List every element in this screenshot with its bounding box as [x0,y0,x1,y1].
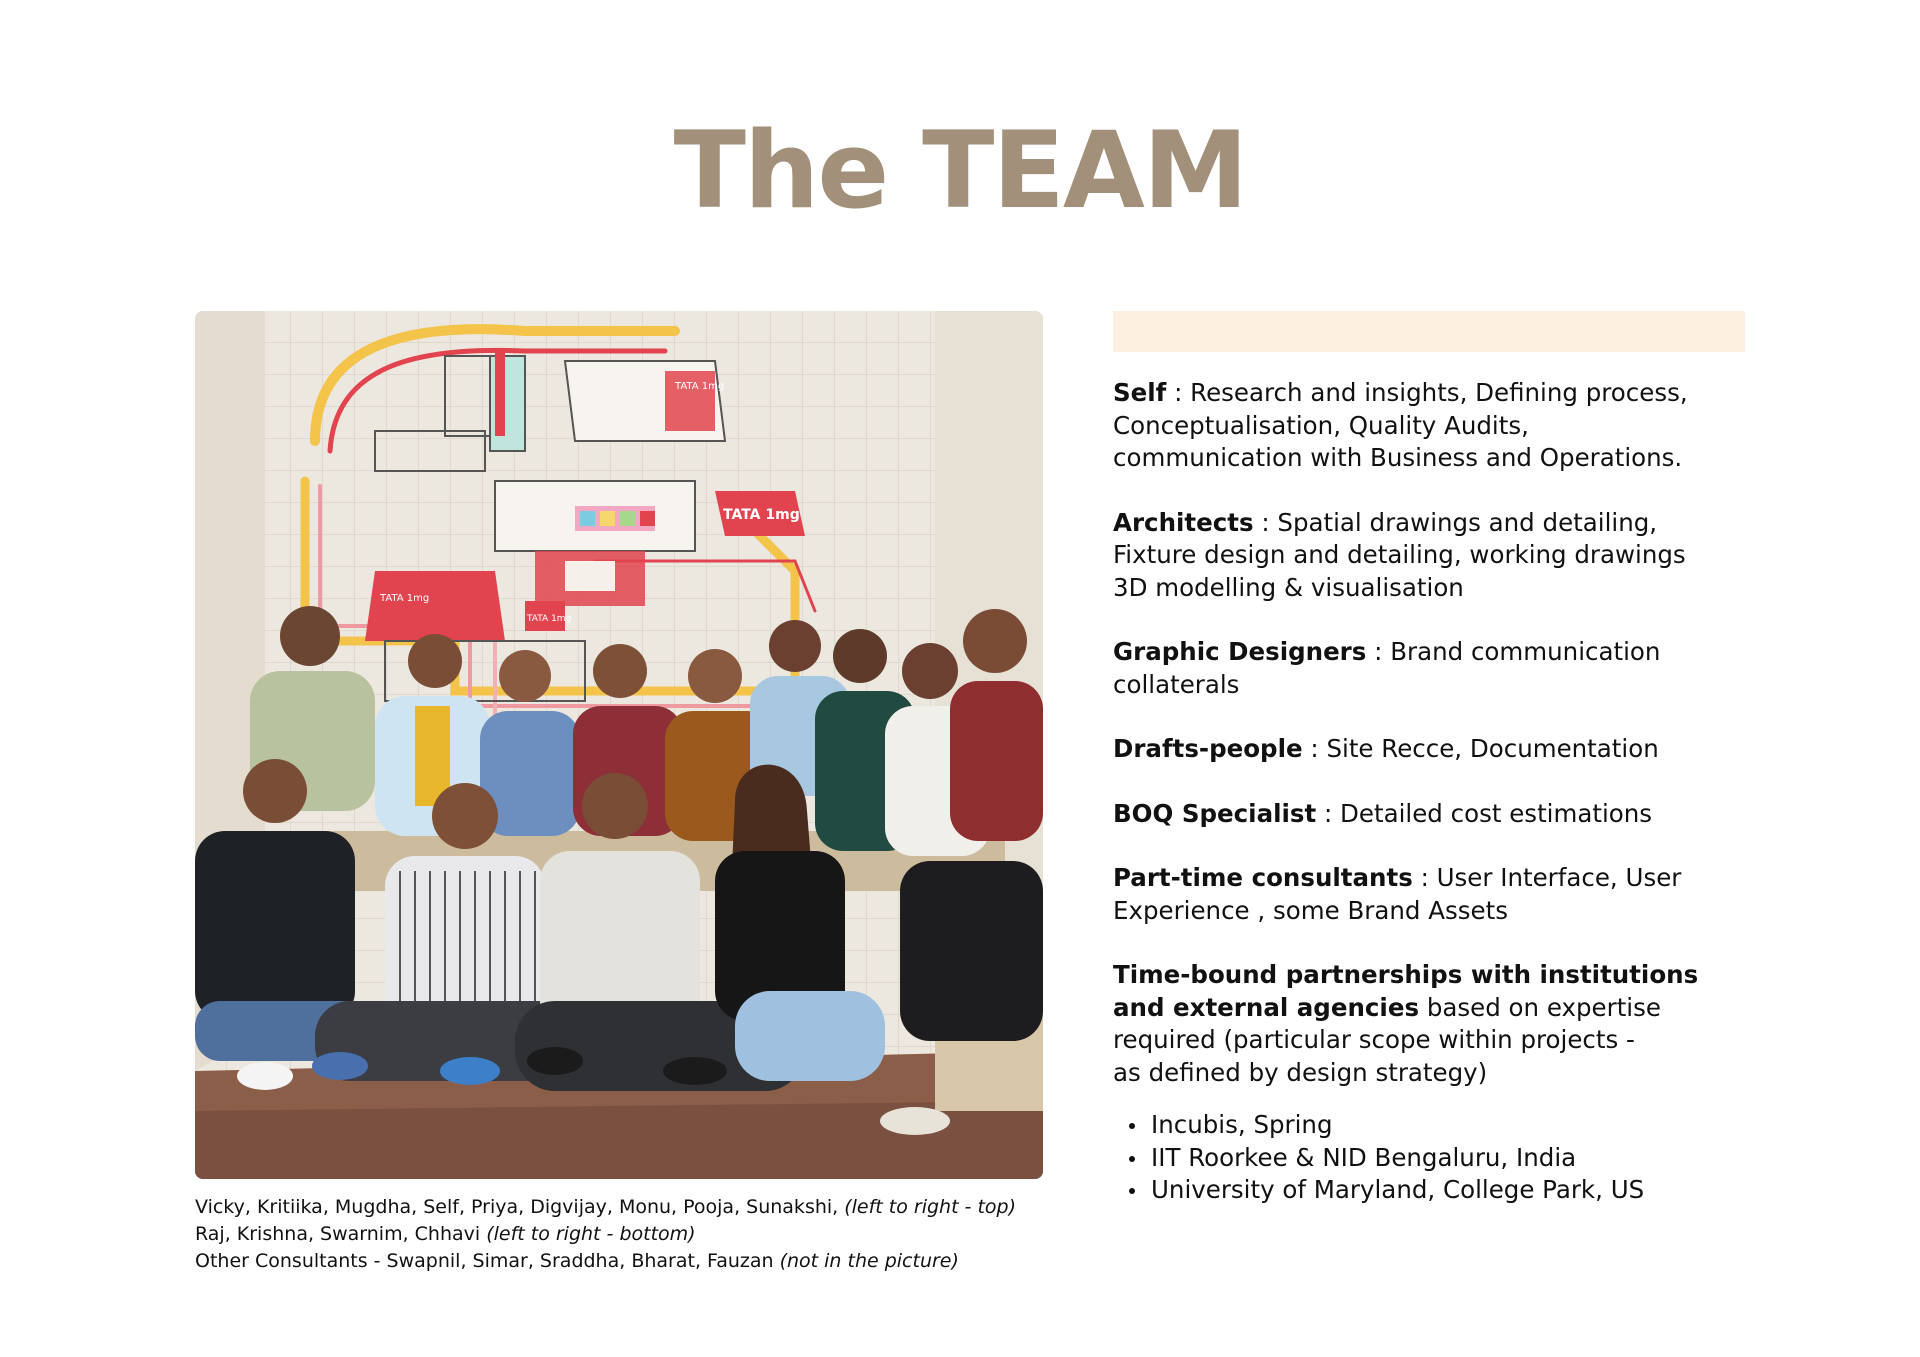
role-drafts-people [1113,733,1713,766]
partners-list [1129,1109,1713,1207]
caption-names-bottom: Raj, Krishna, Swarnim, Chhavi [195,1223,481,1245]
caption-line [195,1221,1095,1248]
role-heading: Architects [1113,507,1254,537]
list-item: IIT Roorkee & NID Bengaluru, India [1129,1142,1713,1175]
photo-caption [195,1194,1095,1275]
role-graphic-designers [1113,636,1713,701]
caption-line [195,1194,1095,1221]
role-self [1113,377,1713,475]
page-title: The TEAM [673,109,1247,232]
list-item: Incubis, Spring [1129,1109,1713,1142]
role-heading: BOQ Specialist [1113,798,1317,828]
caption-line [195,1248,1095,1275]
wall-sign-text: TATA 1mg [527,614,572,624]
caption-note: (not in the picture) [779,1250,959,1272]
caption-other-consultants: Other Consultants - Swapnil, Simar, Sraddha, Bharat, Fauzan [195,1250,774,1272]
role-description: : Detailed cost estimations [1316,798,1653,828]
role-description: based on expertise required (particular scope within projects - [1113,992,1661,1054]
role-description: : Spatial drawings and detailing, Fixture design and detailing, working drawings 3D modelling & visualisation [1113,507,1686,602]
caption-names-top: Vicky, Kritiika, Mugdha, Self, Priya, Digvijay, Monu, Pooja, Sunakshi, [195,1196,839,1218]
team-photo-image [195,311,1043,1179]
role-heading: Self [1113,378,1167,407]
role-part-time-consultants [1113,862,1713,927]
role-heading: Graphic Designers [1113,637,1367,666]
role-architects [1113,507,1713,605]
role-description: : User Interface, User Experience , some Brand Assets [1113,863,1682,925]
list-item: University of Maryland, College Park, US [1129,1174,1713,1207]
wall-sign-text: TATA 1mg [723,507,800,523]
wall-sign-text: TATA 1mg [675,381,725,392]
role-description: : Brand communication collaterals [1113,637,1661,699]
role-description: : Site Recce, Documentation [1302,734,1659,763]
role-heading: Drafts-people [1113,734,1303,763]
role-partnerships [1113,959,1713,1089]
roles-list [1113,377,1713,1231]
role-description: : Research and insights, Defining process, Conceptualisation, Quality Audits, communication with Business and Operations. [1113,378,1688,472]
accent-bar [1113,311,1745,352]
wall-sign-text: TATA 1mg [380,593,430,604]
role-heading: Time-bound partnerships with institutions and external agencies [1113,960,1699,1022]
role-heading: Part-time consultants [1113,863,1413,892]
caption-note: (left to right - top) [844,1196,1017,1218]
caption-note: (left to right - bottom) [486,1223,696,1245]
role-boq-specialist [1113,798,1713,831]
team-photo [195,311,1043,1179]
role-description-continued: as defined by design strategy) [1113,1057,1488,1087]
